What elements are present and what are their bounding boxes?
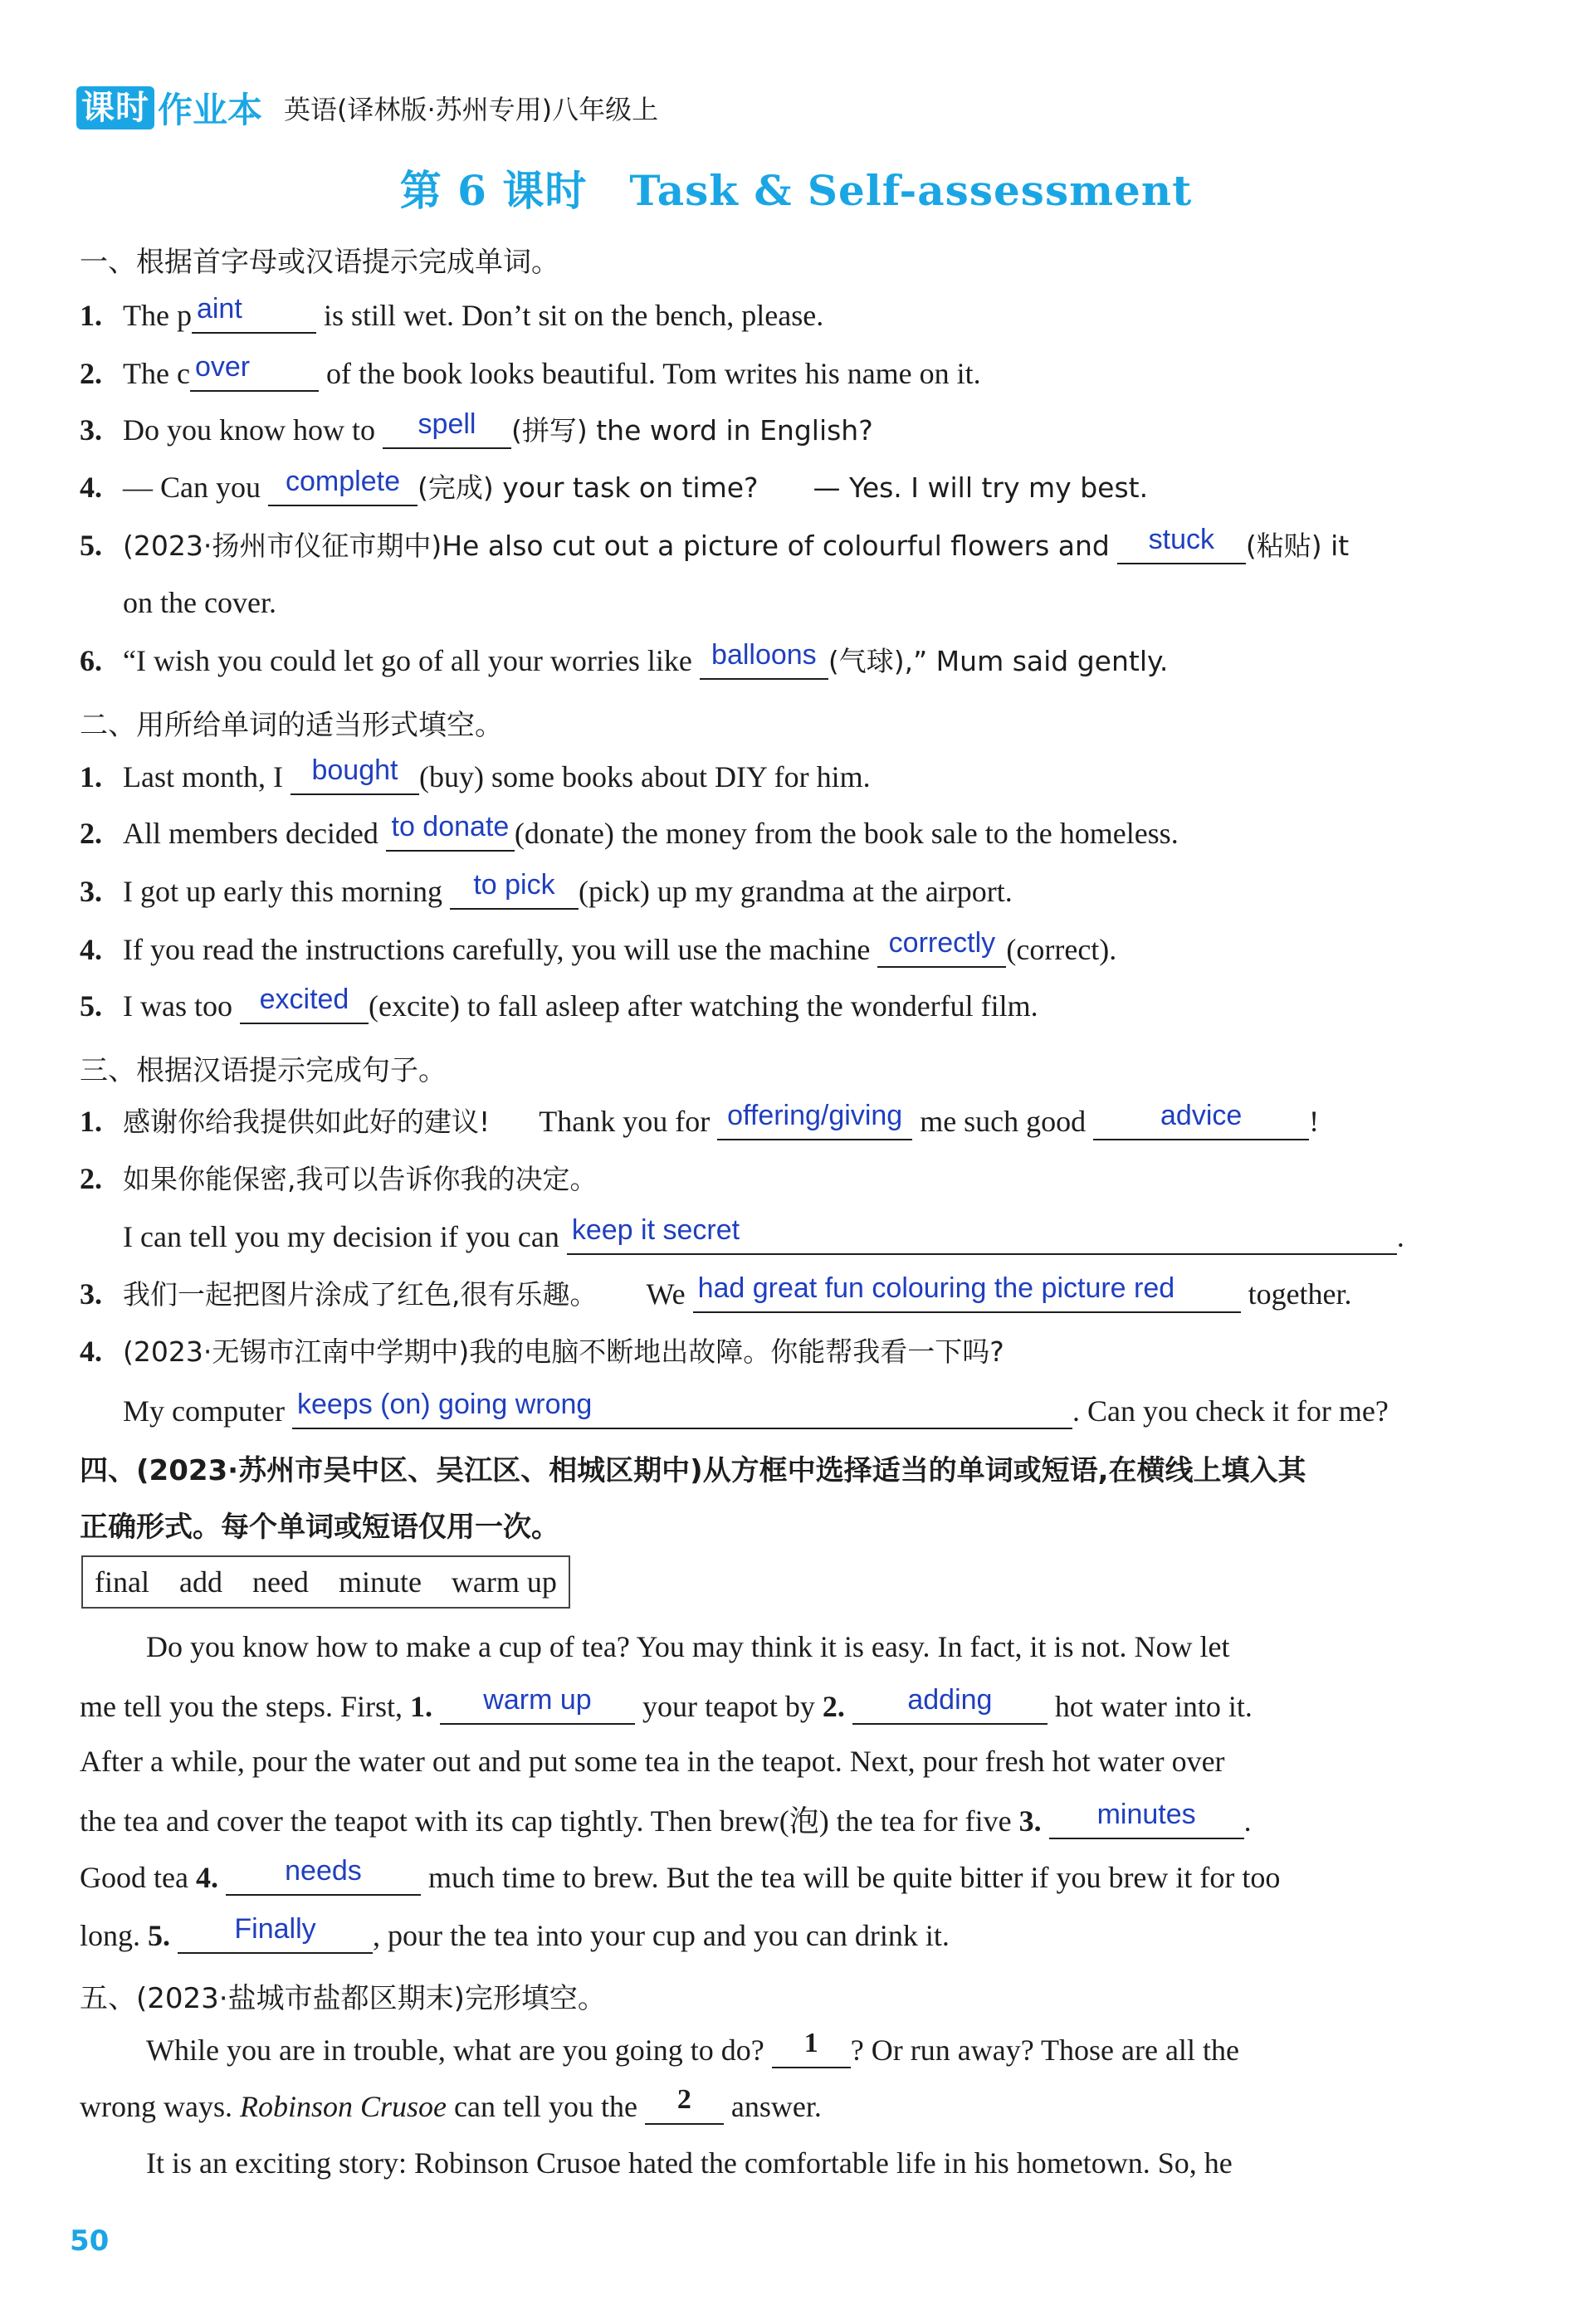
cloze-line-3: It is an exciting story: Robinson Crusoe hated the comfortable life in his hometown. So, he — [146, 2146, 1233, 2180]
answer-text: stuck — [1148, 524, 1215, 555]
answer-text: balloons — [711, 639, 817, 671]
s2-question-3 — [80, 869, 1501, 910]
passage-text: the tea and cover the teapot with its cap tightly. Then brew(泡) the tea for five — [80, 1804, 1012, 1838]
blank-number: 3. — [1018, 1804, 1042, 1838]
passage-text: hot water into it. — [1054, 1690, 1253, 1723]
question-text: I got up early this morning — [123, 875, 442, 908]
cloze-blank[interactable] — [645, 2084, 724, 2125]
s3-question-2 — [80, 1160, 1501, 1198]
answer-text: excited — [259, 984, 349, 1015]
logo-text: 作业本 — [158, 90, 263, 130]
question-text: (donate) the money from the book sale to the homeless. — [514, 817, 1179, 850]
passage-text: wrong ways. — [80, 2090, 232, 2123]
passage-text: While you are in trouble, what are you going to do? — [146, 2034, 764, 2067]
section-1-heading: 一、根据首字母或汉语提示完成单词。 — [80, 246, 559, 279]
s2-question-5 — [80, 986, 1501, 1024]
question-number: 3. — [80, 875, 102, 908]
answer-blank[interactable] — [693, 1272, 1241, 1313]
answer-blank[interactable] — [852, 1684, 1047, 1725]
s2-question-2 — [80, 813, 1501, 852]
answer-blank[interactable] — [450, 869, 579, 910]
question-text: together. — [1248, 1277, 1352, 1311]
logo — [76, 83, 262, 133]
answer-text: complete — [286, 466, 400, 497]
question-text: — Can you — [123, 471, 261, 504]
answer-text: minutes — [1096, 1799, 1196, 1830]
chinese-prompt: (2023·无锡市江南中学期中)我的电脑不断地出故障。你能帮我看一下吗? — [123, 1335, 1004, 1368]
answer-blank[interactable] — [386, 813, 515, 852]
question-number: 5. — [80, 529, 102, 562]
s1-question-5 — [80, 526, 1501, 564]
blank-number: 2 — [676, 2084, 691, 2115]
cloze-blank[interactable] — [772, 2030, 851, 2068]
word-option: add — [178, 1565, 222, 1599]
answer-blank[interactable] — [291, 754, 419, 795]
answer-text: spell — [418, 408, 476, 440]
question-text: is still wet. Don’t sit on the bench, please. — [323, 299, 824, 332]
section-2-heading: 二、用所给单词的适当形式填空。 — [80, 709, 503, 742]
chinese-prompt: 如果你能保密,我可以告诉你我的决定。 — [123, 1163, 598, 1195]
question-number: 6. — [80, 644, 102, 677]
question-number: 2. — [80, 1162, 102, 1195]
answer-blank[interactable] — [190, 351, 319, 392]
passage-line-1: Do you know how to make a cup of tea? You may think it is easy. In fact, it is not. Now let — [146, 1630, 1230, 1663]
question-number: 2. — [80, 817, 102, 850]
answer-text: aint — [196, 293, 242, 325]
question-text: (粘贴) it — [1245, 530, 1350, 562]
answer-blank[interactable] — [877, 927, 1006, 968]
answer-blank[interactable] — [440, 1684, 635, 1725]
passage-line-2 — [80, 1684, 1501, 1725]
question-text: “I wish you could let go of all your worries like — [123, 644, 692, 677]
answer-text: keeps (on) going wrong — [296, 1389, 593, 1420]
s3-question-3 — [80, 1272, 1501, 1313]
answer-text: correctly — [888, 927, 996, 959]
passage-line-3: After a while, pour the water out and put some tea in the teapot. Next, pour fresh hot water over — [80, 1745, 1225, 1778]
word-option: minute — [338, 1565, 422, 1599]
question-text: . — [1396, 1220, 1404, 1253]
s1-question-6 — [80, 639, 1501, 680]
question-text: My computer — [123, 1394, 285, 1428]
blank-number: 5. — [148, 1919, 171, 1952]
question-text: Last month, I — [123, 760, 283, 793]
question-text: The c — [123, 357, 190, 390]
question-text: I was too — [123, 989, 232, 1023]
answer-blank[interactable] — [567, 1214, 1397, 1255]
answer-text: adding — [907, 1684, 993, 1716]
answer-blank[interactable] — [292, 1391, 1072, 1429]
question-number: 4. — [80, 471, 102, 504]
s1-question-2 — [80, 351, 1501, 392]
question-text: (完成) your task on time? — Yes. I will try my best. — [418, 471, 1149, 504]
section-4-heading-2: 正确形式。每个单词或短语仅用一次。 — [80, 1511, 559, 1544]
question-number: 2. — [80, 357, 102, 390]
question-text: (2023·扬州市仪征市期中)He also cut out a picture of colourful flowers and — [123, 530, 1110, 562]
page-header — [76, 83, 658, 133]
passage-text: ? Or run away? Those are all the — [850, 2034, 1239, 2067]
word-box — [81, 1555, 570, 1609]
page-number: 50 — [70, 2224, 110, 2258]
s3-question-1 — [80, 1102, 1501, 1140]
question-text: (气球),” Mum said gently. — [828, 645, 1169, 677]
s2-question-4 — [80, 927, 1501, 968]
book-subtitle: 英语(译林版·苏州专用)八年级上 — [284, 94, 659, 125]
answer-blank[interactable] — [1117, 526, 1246, 564]
chinese-prompt: 我们一起把图片涂成了红色,很有乐趣。 — [123, 1278, 598, 1311]
passage-text: can tell you the — [454, 2090, 637, 2123]
blank-number: 1. — [409, 1690, 432, 1723]
question-text: Thank you for — [539, 1105, 711, 1138]
passage-line-5 — [80, 1855, 1501, 1896]
question-number: 3. — [80, 1277, 102, 1311]
cloze-line-2 — [80, 2084, 1501, 2125]
answer-blank[interactable] — [383, 408, 511, 449]
question-text: (拼写) the word in English? — [511, 414, 873, 447]
s1-question-3 — [80, 408, 1501, 449]
question-text: of the book looks beautiful. Tom writes his name on it. — [325, 357, 981, 390]
question-text: . Can you check it for me? — [1072, 1394, 1389, 1428]
answer-text: had great fun colouring the picture red — [697, 1272, 1175, 1304]
passage-text: your teapot by — [642, 1690, 815, 1723]
question-text: (pick) up my grandma at the airport. — [578, 875, 1013, 908]
passage-text: Good tea — [80, 1861, 188, 1894]
question-text: All members decided — [123, 817, 378, 850]
passage-text: answer. — [730, 2090, 822, 2123]
question-text: ! — [1309, 1105, 1320, 1138]
answer-text: offering/giving — [727, 1100, 903, 1131]
answer-blank[interactable] — [700, 639, 828, 680]
question-number: 5. — [80, 989, 102, 1023]
answer-blank[interactable] — [192, 295, 316, 334]
answer-text: to pick — [473, 869, 555, 901]
question-text: me such good — [920, 1105, 1087, 1138]
answer-text: over — [194, 351, 251, 383]
word-option: need — [251, 1565, 309, 1599]
word-option: warm up — [451, 1565, 557, 1599]
question-text: I can tell you my decision if you can — [123, 1220, 559, 1253]
book-title: Robinson Crusoe — [239, 2090, 447, 2123]
passage-text: much time to brew. But the tea will be quite bitter if you brew it for too — [427, 1861, 1281, 1894]
s1-question-5-cont: on the cover. — [123, 586, 276, 619]
passage-text: . — [1243, 1804, 1252, 1838]
question-text: If you read the instructions carefully, you will use the machine — [123, 933, 871, 966]
passage-text: me tell you the steps. First, — [80, 1690, 403, 1723]
answer-text: advice — [1160, 1100, 1243, 1131]
question-text: (correct). — [1006, 933, 1117, 966]
question-number: 3. — [80, 413, 102, 447]
answer-text: bought — [311, 754, 398, 786]
passage-line-4 — [80, 1801, 1501, 1839]
answer-text: keep it secret — [571, 1214, 740, 1246]
section-5-heading: 五、(2023·盐城市盐都区期末)完形填空。 — [80, 1982, 606, 2015]
s3-question-2-answer-line — [123, 1214, 1501, 1255]
s2-question-1 — [80, 754, 1501, 795]
passage-line-6 — [80, 1913, 1501, 1954]
section-3-heading: 三、根据汉语提示完成句子。 — [80, 1054, 447, 1087]
answer-blank[interactable] — [226, 1855, 421, 1896]
logo-mark: 课时 — [76, 86, 154, 129]
chinese-prompt: 感谢你给我提供如此好的建议! — [123, 1106, 491, 1138]
section-4-heading-1: 四、(2023·苏州市吴中区、吴江区、相城区期中)从方框中选择适当的单词或短语,在横线上填入其 — [80, 1454, 1306, 1487]
question-number: 4. — [80, 1335, 102, 1368]
s1-question-4 — [80, 468, 1501, 506]
answer-blank[interactable] — [1049, 1801, 1244, 1839]
word-option: final — [95, 1565, 149, 1599]
question-number: 1. — [80, 1105, 102, 1138]
s1-question-1 — [80, 295, 1501, 334]
answer-blank[interactable] — [717, 1102, 912, 1140]
question-text: The p — [123, 299, 192, 332]
answer-text: needs — [285, 1855, 362, 1887]
question-number: 1. — [80, 299, 102, 332]
answer-text: warm up — [483, 1684, 592, 1716]
s3-question-4-answer-line — [123, 1391, 1501, 1429]
answer-blank[interactable] — [268, 468, 418, 506]
question-number: 1. — [80, 760, 102, 793]
question-text: (excite) to fall asleep after watching the wonderful film. — [368, 989, 1038, 1023]
blank-number: 2. — [822, 1690, 845, 1723]
question-number: 4. — [80, 933, 102, 966]
passage-text: , pour the tea into your cup and you can drink it. — [373, 1919, 950, 1952]
question-text: Do you know how to — [123, 413, 375, 447]
question-text: (buy) some books about DIY for him. — [418, 760, 871, 793]
answer-blank[interactable] — [1093, 1102, 1309, 1140]
passage-text: long. — [80, 1919, 141, 1952]
answer-blank[interactable] — [240, 986, 369, 1024]
s3-question-4 — [80, 1333, 1501, 1370]
lesson-title: 第 6 课时 Task & Self-assessment — [399, 166, 1193, 215]
cloze-line-1 — [146, 2030, 1501, 2068]
answer-text: to donate — [391, 811, 510, 842]
answer-text: Finally — [234, 1913, 316, 1945]
blank-number: 1 — [803, 2028, 818, 2058]
answer-blank[interactable] — [178, 1913, 373, 1954]
question-text: We — [646, 1277, 686, 1311]
blank-number: 4. — [195, 1861, 218, 1894]
